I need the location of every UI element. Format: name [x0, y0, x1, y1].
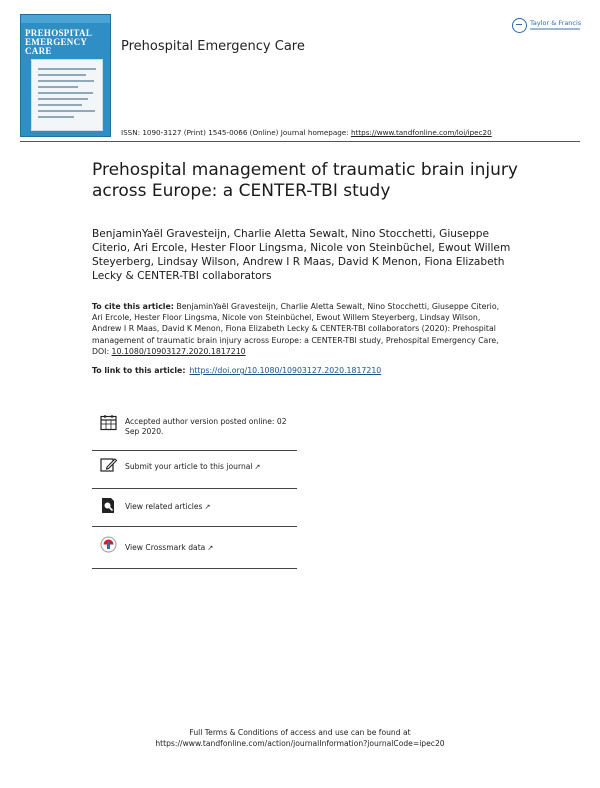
footer-terms-text: Full Terms & Conditions of access and use can be found at — [189, 728, 411, 737]
header-divider — [20, 141, 580, 142]
publisher-tagline — [530, 28, 580, 30]
article-title: Prehospital management of traumatic brain injury across Europe: a CENTER-TBI study — [92, 160, 518, 201]
publisher-logo[interactable] — [512, 16, 586, 38]
link-label: To link to this article: — [92, 366, 186, 375]
article-authors: BenjaminYaël Gravesteijn, Charlie Aletta Sewalt, Nino Stocchetti, Giuseppe Citerio, Ari Ercole, Hester Floor Lingsma, Nicole von Steinbüchel, Ewout Willem Steyerberg, Lindsay Wilson, Andrew I R Maas, David K Menon, Fiona Elizabeth Lecky & CENTER-TBI collaborators — [92, 228, 511, 282]
crossmark-icon — [100, 536, 117, 553]
publisher-name: Taylor & Francis — [530, 19, 582, 27]
doi-link[interactable]: 10.1080/10903127.2020.1817210 — [111, 346, 246, 356]
article-doi-url[interactable]: https://doi.org/10.1080/10903127.2020.1817210 — [189, 366, 382, 375]
related-articles-link[interactable]: View related articles ↗ — [125, 502, 211, 511]
page-footer — [0, 727, 600, 749]
calendar-icon — [100, 414, 117, 431]
related-articles-item[interactable] — [92, 489, 297, 527]
footer-terms-link[interactable]: https://www.tandfonline.com/action/journalInformation?journalCode=ipec20 — [155, 739, 445, 748]
cover-band — [21, 15, 110, 23]
issn-line — [121, 128, 492, 137]
journal-name: Prehospital Emergency Care — [121, 39, 305, 54]
accepted-version-item — [92, 409, 297, 451]
citation-label: To cite this article: — [92, 302, 174, 311]
citation-text: BenjaminYaël Gravesteijn, Charlie Aletta Sewalt, Nino Stocchetti, Giuseppe Citerio, Ari Ercole, Hester Floor Lingsma, Nicole von Steinbüchel, Ewout Willem Steyerberg, Lindsay Wilson, Andrew I R Maas, David K Menon, Fiona Elizabeth Lecky & CENTER-TBI collaborators (2020): Prehospital management of traumatic brain injury across Europe: a CENTER-TBI study, Prehospital Emergency Care, DOI: — [92, 302, 500, 356]
issn-text: ISSN: 1090-3127 (Print) 1545-0066 (Online) Journal homepage: — [121, 128, 351, 137]
journal-homepage-link[interactable]: https://www.tandfonline.com/loi/ipec20 — [350, 128, 492, 137]
external-link-icon: ↗ — [204, 503, 211, 511]
crossmark-link[interactable]: View Crossmark data ↗ — [125, 543, 214, 552]
article-link-row — [92, 366, 381, 375]
cover-title: PREHOSPITAL EMERGENCY CARE — [25, 28, 93, 56]
journal-cover — [20, 14, 111, 137]
external-link-icon: ↗ — [207, 544, 214, 552]
accepted-version-text: Accepted author version posted online: 02 Sep 2020. — [125, 417, 287, 436]
search-document-icon — [100, 497, 117, 514]
submit-article-item[interactable] — [92, 451, 297, 489]
external-link-icon: ↗ — [254, 463, 261, 471]
submit-article-link[interactable]: Submit your article to this journal ↗ — [125, 462, 261, 471]
publisher-icon — [512, 18, 527, 33]
citation-block — [92, 301, 512, 357]
edit-icon — [100, 456, 117, 473]
cover-image — [31, 59, 103, 131]
crossmark-item[interactable] — [92, 527, 297, 569]
